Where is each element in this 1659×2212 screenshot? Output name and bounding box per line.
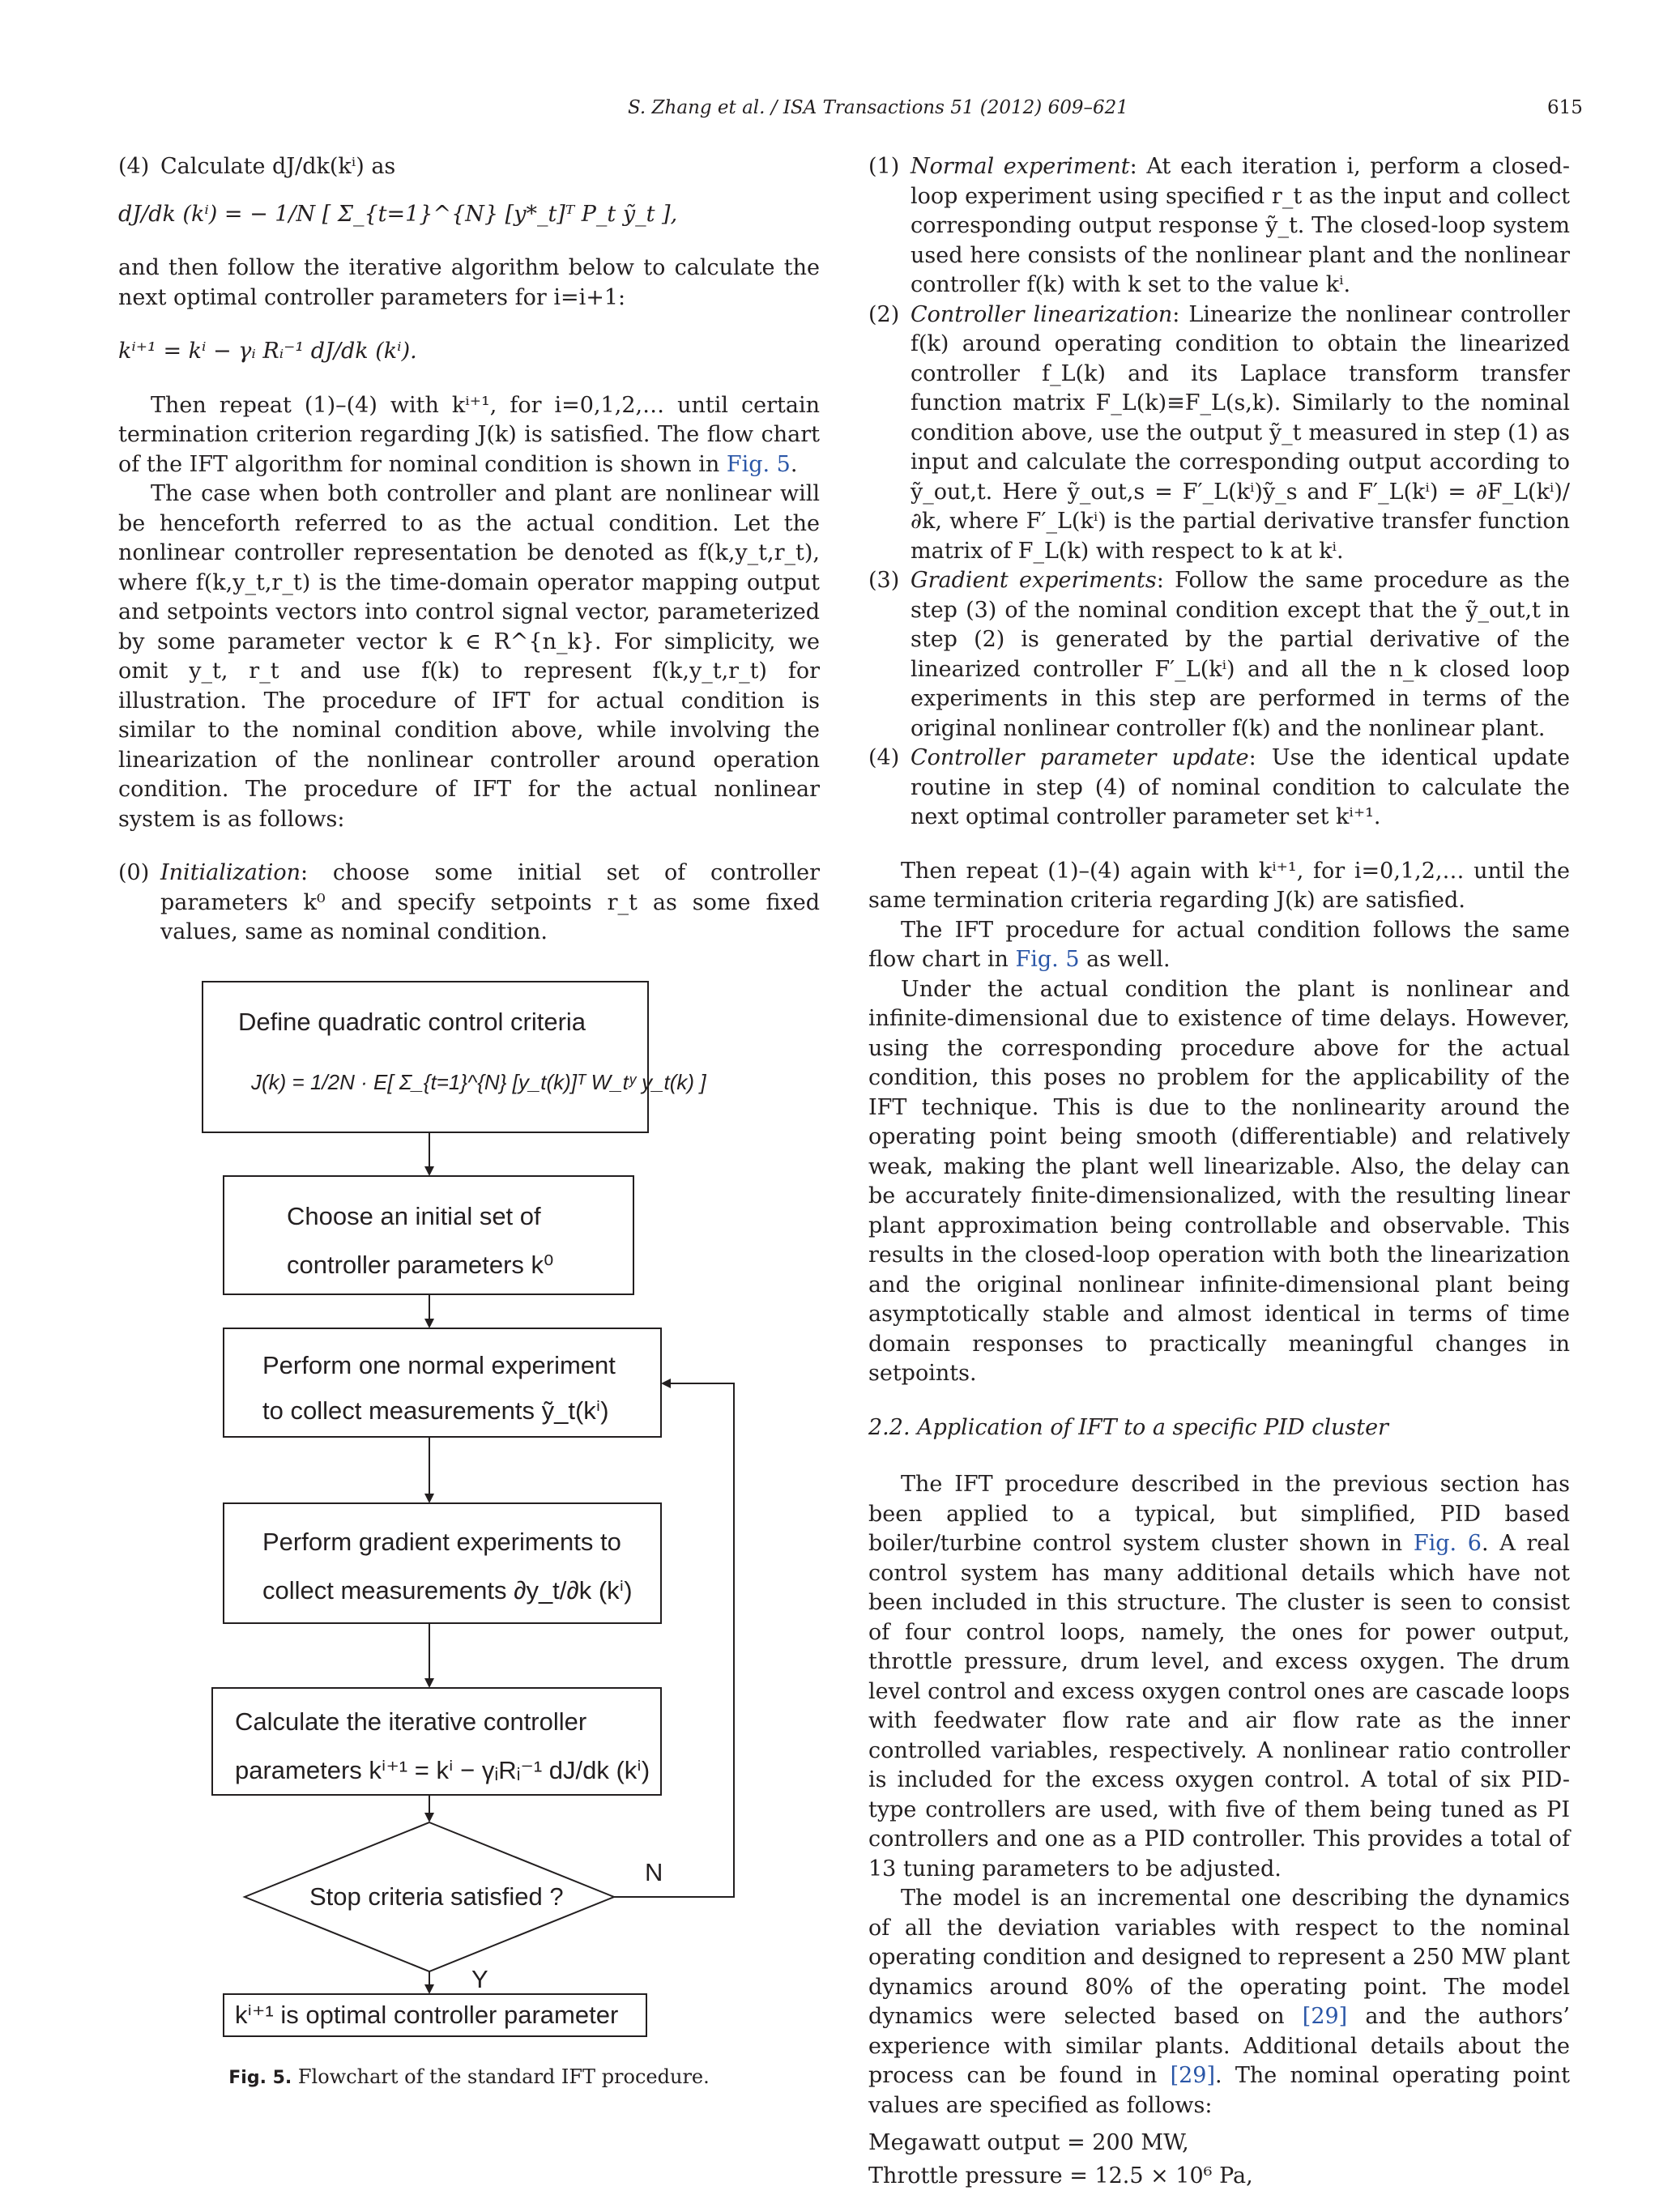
label-yes: Y — [471, 1965, 488, 1993]
running-header — [0, 97, 1659, 130]
figure-5 — [118, 972, 820, 2106]
figure-link[interactable]: Fig. 5 — [1015, 947, 1080, 972]
section-heading: 2.2. Application of IFT to a specific PID cluster — [868, 1414, 1388, 1440]
journal-citation: S. Zhang et al. / ISA Transactions 51 (2012) 609–621 — [628, 97, 1128, 118]
gradient-line2: collect measurements ∂y_t/∂k (kⁱ) — [262, 1576, 633, 1605]
paragraph-model: The model is an incremental one describing the dynamics of all the deviation variables with respect to the nominal operating condition and designed to represent a 250 MW plant dynamics around 80% of the operating point. The model dynamics were selected based on [29] and the authors’ experience with similar plants. Additional details about the process can be found in [29]. The nominal operating point values are specified as follows: — [868, 1886, 1571, 2118]
paragraph-repeat-again: Then repeat (1)–(4) again with kⁱ⁺¹, for i=0,1,2,… until the same termination criteria regarding J(k) are satisfied. — [868, 858, 1570, 913]
flow-box-gradient-experiment — [224, 1503, 661, 1623]
actual-step-1: (1) Normal experiment: At each iteration i, perform a closed-loop experiment using specified r_t as the input and collect corresponding output response ỹ_t. The closed-loop system used here consists of the nonlinear plant and the nonlinear controller f(k) with k set to the value kⁱ. — [868, 154, 1570, 297]
normal-line1: Perform one normal experiment — [262, 1351, 616, 1379]
citation-link[interactable]: [29] — [1302, 2004, 1348, 2029]
diamond-text: Stop criteria satisfied ? — [309, 1882, 564, 1911]
figure-link[interactable]: Fig. 6 — [1413, 1531, 1482, 1556]
step-4-nominal — [118, 152, 820, 182]
gradient-line1: Perform gradient experiments to — [262, 1528, 621, 1556]
page-number: 615 — [1547, 97, 1583, 118]
actual-step-4: (4) Controller parameter update: Use the identical update routine in step (4) of nominal condition to calculate the next optimal controller parameter set kⁱ⁺¹. — [868, 745, 1570, 829]
initial-line2: controller parameters k⁰ — [287, 1251, 554, 1279]
normal-line2: to collect measurements ỹ_t(kⁱ) — [262, 1396, 609, 1425]
label-no: N — [645, 1858, 663, 1886]
paragraph-actual-condition: The case when both controller and plant are nonlinear will be henceforth referred to as the actual condition. Let the nonlinear controller representation be denoted as f(k,y_t,r_t), where f(k,y_t,r_t) is the time-domain operator mapping output and setpoints vectors into control signal vector, parameterized by some parameter vector k ∈ R^{n_k}. For simplicity, we omit y_t, r_t and use f(k) to represent f(k,y_t,r_t) for illustration. The procedure of IFT for actual condition is similar to the nominal condition above, while involving the linearization of the nonlinear controller around operation condition. The procedure of IFT for the actual nonlinear system is as follows: — [118, 481, 820, 832]
criteria-formula: J(k) = 1/2N · E[ Σ_{t=1}^{N} [y_t(k)]ᵀ W_tʸ y_t(k) ] — [251, 1070, 706, 1094]
flowchart — [118, 972, 820, 2057]
flow-box-criteria — [203, 982, 648, 1132]
step-text: Calculate dJ/dk(kⁱ) as — [160, 154, 396, 179]
paragraph-actual-plant: Under the actual condition the plant is nonlinear and infinite-dimensional due to existence of time delays. However, using the corresponding procedure above for the actual condition, this poses no problem for the applicability of the IFT technique. This is due to the nonlinearity around the operating point being smooth (differentiable) and relatively weak, making the plant well linearizable. Also, the delay can be accurately finite-dimensionalized, with the resulting linear plant approximation being controllable and observable. This results in the closed-loop operation with both the linearization and the original nonlinear infinite-dimensional plant being asymptotically stable and almost identical in terms of time domain responses to practically meaningful changes in setpoints. — [868, 976, 1570, 1386]
formula-megawatt: Megawatt output = 200 MW, — [868, 2130, 1189, 2155]
initial-line1: Choose an initial set of — [287, 1202, 541, 1230]
paragraph-same-flow: The IFT procedure for actual condition follows the same flow chart in Fig. 5 as well. — [868, 917, 1570, 972]
step-label: (4) — [118, 154, 150, 179]
criteria-title: Define quadratic control criteria — [238, 1008, 586, 1036]
step-0-initialization: (0) Initialization: choose some initial set of controller parameters k⁰ and specify setpoints r_t as some fixed values, same as nominal condition. — [118, 860, 820, 944]
equation-gradient: dJ/dk (kⁱ) = − 1/N [ Σ_{t=1}^{N} [y*_t]ᵀ P_t ỹ_t ], — [118, 201, 678, 227]
equation-update: kⁱ⁺¹ = kⁱ − γᵢ Rᵢ⁻¹ dJ/dk (kⁱ). — [118, 339, 417, 364]
figure-caption: Fig. 5. Flowchart of the standard IFT procedure. — [228, 2065, 710, 2088]
calculate-line1: Calculate the iterative controller — [235, 1707, 587, 1736]
calculate-line2: parameters kⁱ⁺¹ = kⁱ − γᵢRᵢ⁻¹ dJ/dk (kⁱ) — [235, 1756, 650, 1784]
paragraph-pid-cluster: The IFT procedure described in the previous section has been applied to a typical, but simplified, PID based boiler/turbine control system cluster shown in Fig. 6. A real control system has many additional details which have not been included in this structure. The cluster is seen to consist of four control loops, namely, the ones for power output, throttle pressure, drum level, and excess oxygen. The drum level control and excess oxygen control ones are cascade loops with feedwater flow rate and air flow rate as the inner controlled variables, respectively. A nonlinear ratio controller is included for the excess oxygen control. A total of six PID-type controllers are used, with five of them being tuned as PI controllers and one as a PID controller. This provides a total of 13 tuning parameters to be adjusted. — [868, 1472, 1570, 1882]
optimal-text: kⁱ⁺¹ is optimal controller parameter — [235, 2001, 619, 2029]
paragraph-iterative: and then follow the iterative algorithm below to calculate the next optimal controller parameters for i=i+1: — [118, 255, 820, 310]
left-column — [118, 152, 820, 948]
actual-step-3: (3) Gradient experiments: Follow the same procedure as the step (3) of the nominal condition except that the ỹ_out,t in step (2) is generated by the partial derivative of the linearized controller F′_L(kⁱ) and all the n_k closed loop experiments in this step are performed in terms of the original nonlinear controller f(k) and the nonlinear plant. — [868, 568, 1570, 741]
actual-step-2: (2) Controller linearization: Linearize the nonlinear controller f(k) around operating condition to obtain the linearized controller f_L(k) and its Laplace transform transfer function matrix F_L(k)≡F_L(s,k). Similarly to the nominal condition above, use the output ỹ_t measured in step (1) as input and calculate the corresponding output according to ỹ_out,t. Here ỹ_out,s = F′_L(kⁱ)ỹ_s and F′_L(kⁱ) = ∂F_L(kⁱ)/∂k, where F′_L(kⁱ) is the partial derivative transfer function matrix of F_L(k) with respect to k at kⁱ. — [868, 301, 1570, 564]
citation-link[interactable]: [29] — [1170, 2063, 1216, 2088]
formula-throttle: Throttle pressure = 12.5 × 10⁶ Pa, — [868, 2163, 1253, 2189]
paragraph-repeat: Then repeat (1)–(4) with kⁱ⁺¹, for i=0,1,2,… until certain termination criterion regarding J(k) is satisfied. The flow chart of the IFT algorithm for nominal condition is shown in Fig. 5. — [118, 392, 820, 477]
right-column — [868, 152, 1570, 2194]
figure-link[interactable]: Fig. 5 — [726, 451, 791, 477]
